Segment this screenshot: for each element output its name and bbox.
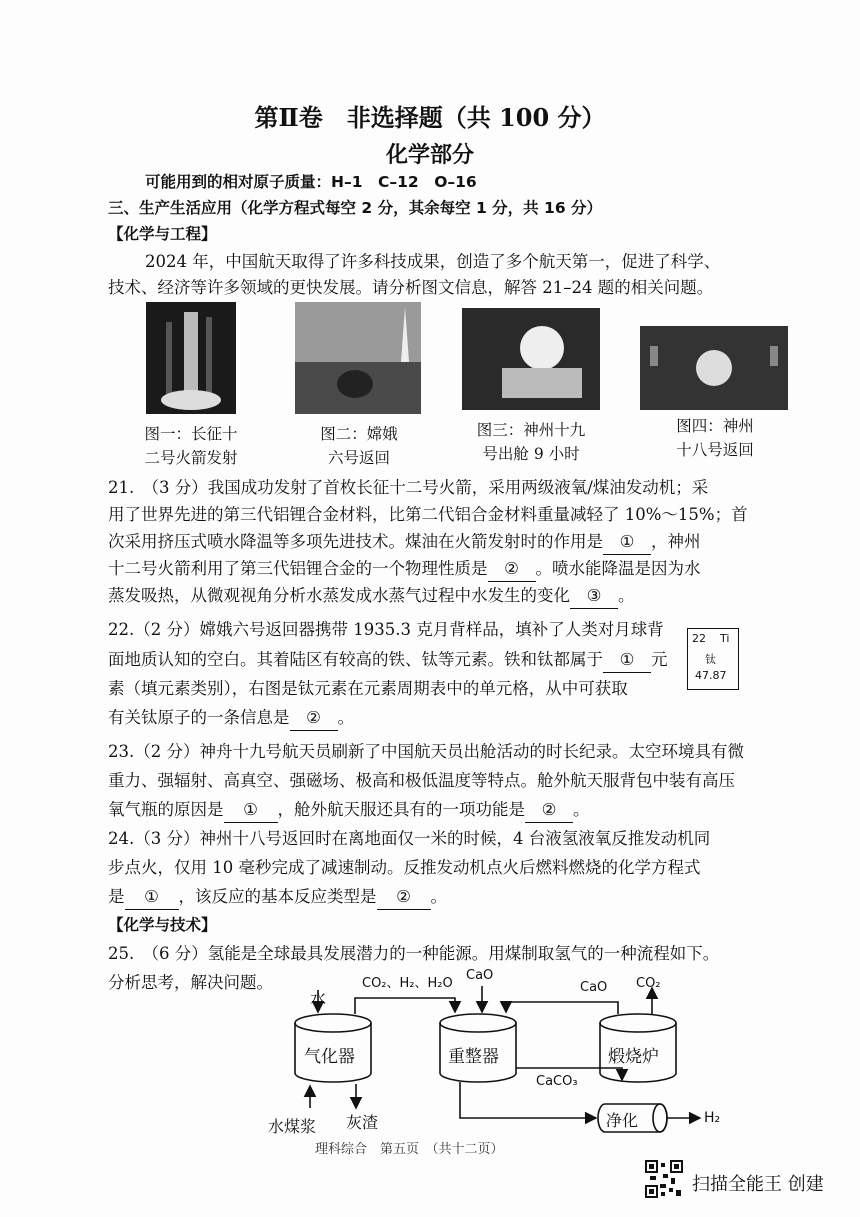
section-tag: 【化学与工程】: [108, 225, 217, 243]
question-25-line: 分析思考，解决问题。: [108, 973, 273, 992]
intro-line: 技术、经济等许多领域的更快发展。请分析图文信息，解答 21–24 题的相关问题。: [108, 278, 714, 297]
water-label: 水: [310, 989, 327, 1008]
answer-blank[interactable]: ②: [525, 798, 573, 823]
purifier-label: 净化: [606, 1111, 639, 1130]
answer-blank[interactable]: ①: [603, 530, 651, 555]
figure-caption: 图四：神州 十八号返回: [676, 417, 754, 459]
co2-out-label: CO₂: [636, 976, 661, 991]
page-title: 第Ⅱ卷 非选择题（共 100 分）: [254, 103, 606, 132]
section-subtitle: 化学部分: [385, 142, 474, 168]
intro-line: 2024 年，中国航天取得了许多科技成果，创造了多个航天第一，促进了科学、: [145, 252, 721, 271]
slurry-label: 水煤浆: [268, 1117, 317, 1136]
question-23-line: 23.（2 分）神舟十九号航天员刷新了中国航天员出舱活动的时长纪录。太空环境具有微: [108, 742, 744, 761]
question-21-line: 21. （3 分）我国成功发射了首枚长征十二号火箭，采用两级液氧/煤油发动机；采: [108, 478, 709, 497]
atomic-number: 22: [692, 632, 706, 645]
gasifier-label: 气化器: [304, 1047, 355, 1067]
answer-blank[interactable]: ①: [125, 885, 179, 910]
question-21-line: 十二号火箭利用了第三代铝锂合金的一个物理性质是 ② 。喷水能降温是因为水: [108, 557, 701, 582]
scanner-watermark: 扫描全能王 创建: [692, 1174, 824, 1195]
reformer-label: 重整器: [448, 1047, 499, 1067]
figure-caption: 图一：长征十 二号火箭发射: [144, 425, 238, 467]
element-symbol: Ti: [720, 632, 730, 645]
section-heading: 三、生产生活应用（化学方程式每空 2 分，其余每空 1 分，共 16 分）: [108, 199, 603, 217]
cao-in-label: CaO: [466, 968, 494, 983]
question-22-line: 素（填元素类别），右图是钛元素在元素周期表中的单元格，从中可获取: [108, 679, 628, 698]
spacewalk-photo: [462, 308, 600, 410]
question-22-line: 面地质认知的空白。其着陆区有较高的铁、钛等元素。铁和钛都属于 ① 元: [108, 648, 668, 673]
question-24-line: 24.（3 分）神州十八号返回时在离地面仅一米的时候，4 台液氢液氧反推发动机同: [108, 829, 711, 848]
answer-blank[interactable]: ①: [603, 648, 651, 673]
question-22-line: 22.（2 分）嫦娥六号返回器携带 1935.3 克月背样品，填补了人类对月球背: [108, 620, 664, 639]
cao-out-label: CaO: [580, 980, 608, 995]
section-tag: 【化学与技术】: [108, 916, 217, 934]
return-capsule-photo: [295, 302, 421, 414]
astronaut-return-photo: [640, 326, 788, 410]
figure-caption: 图二：嫦娥 六号返回: [320, 425, 398, 467]
rocket-launch-photo: [146, 302, 236, 414]
question-21-line: 次采用挤压式喷水降温等多项先进技术。煤油在火箭发射时的作用是 ① ，神州: [108, 530, 701, 555]
answer-blank[interactable]: ②: [377, 885, 431, 910]
question-22-line: 有关钛原子的一条信息是 ② 。: [108, 706, 354, 731]
caco3-label: CaCO₃: [536, 1074, 578, 1089]
page-footer: 理科综合 第五页 （共十二页）: [315, 1142, 504, 1157]
furnace-label: 煅烧炉: [608, 1047, 659, 1067]
qr-code-icon: [645, 1160, 683, 1198]
question-23-line: 氧气瓶的原因是 ① ，舱外航天服还具有的一项功能是 ② 。: [108, 798, 590, 823]
figure-caption: 图三：神州十九 号出舱 9 小时: [476, 421, 586, 463]
periodic-table-cell-ti: [687, 628, 739, 690]
question-21-line: 蒸发吸热，从微观视角分析水蒸发成水蒸气过程中水发生的变化 ③ 。: [108, 584, 635, 609]
question-24-line: 步点火，仅用 10 毫秒完成了减速制动。反推发动机点火后燃料燃烧的化学方程式: [108, 858, 701, 877]
question-25-line: 25. （6 分）氢能是全球最具发展潜力的一种能源。用煤制取氢气的一种流程如下。: [108, 944, 720, 963]
h2-label: H₂: [704, 1110, 721, 1126]
element-name: 钛: [705, 653, 716, 666]
atomic-mass-note: 可能用到的相对原子质量：H–1 C–12 O–16: [145, 173, 477, 191]
answer-blank[interactable]: ②: [488, 557, 536, 582]
answer-blank[interactable]: ②: [290, 706, 338, 731]
atomic-mass: 47.87: [695, 669, 727, 682]
question-23-line: 重力、强辐射、高真空、强磁场、极高和极低温度等特点。舱外航天服背包中装有高压: [108, 771, 735, 790]
question-21-line: 用了世界先进的第三代铝锂合金材料，比第二代铝合金材料重量减轻了 10%～15%；首: [108, 505, 748, 524]
gas-products-label: CO₂、H₂、H₂O: [362, 976, 453, 991]
question-24-line: 是 ① ，该反应的基本反应类型是 ② 。: [108, 885, 447, 910]
ash-label: 灰渣: [346, 1113, 379, 1132]
answer-blank[interactable]: ③: [570, 584, 618, 609]
answer-blank[interactable]: ①: [224, 798, 278, 823]
